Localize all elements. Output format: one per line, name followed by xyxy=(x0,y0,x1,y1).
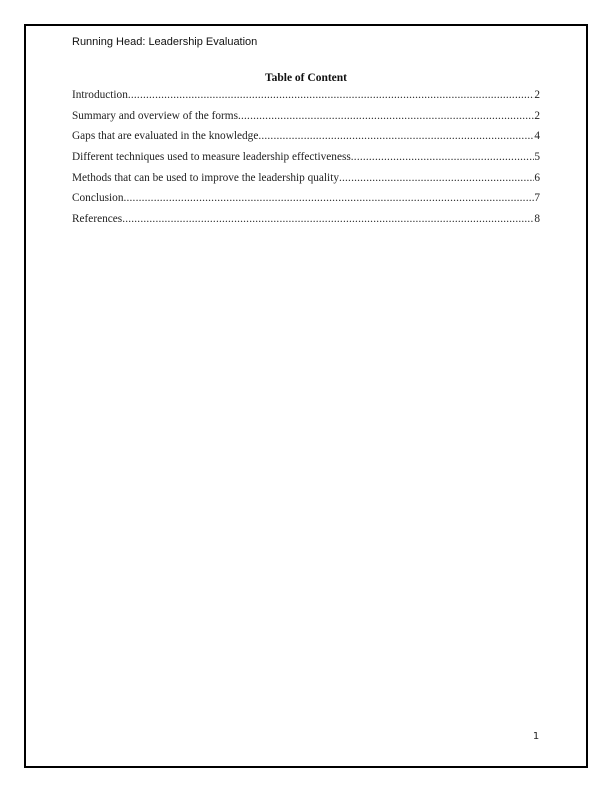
toc-entry-page: 4 xyxy=(534,130,540,143)
toc-entry-page: 6 xyxy=(534,171,540,184)
toc-entry-gaps[interactable] xyxy=(72,129,540,150)
toc-dot-leader xyxy=(258,129,534,143)
toc-entry-label: Methods that can be used to improve the leadership quality xyxy=(72,171,339,184)
toc-dot-leader xyxy=(351,150,535,164)
page-number: 1 xyxy=(532,731,540,742)
toc-entry-page: 2 xyxy=(534,109,540,122)
toc-entry-page: 7 xyxy=(534,192,540,205)
toc-entry-page: 5 xyxy=(534,151,540,164)
toc-entry-page: 8 xyxy=(534,213,540,226)
toc-entry-page: 2 xyxy=(534,89,540,101)
toc-entry-label: References xyxy=(72,213,123,226)
toc-entry-label: Summary and overview of the forms xyxy=(72,109,238,122)
toc-entry-label: Conclusion xyxy=(72,192,124,205)
toc-entry-label: Gaps that are evaluated in the knowledge xyxy=(72,130,259,143)
toc-entry-label: Introduction xyxy=(72,89,128,101)
running-head: Running Head: Leadership Evaluation xyxy=(72,36,258,48)
toc-dot-leader xyxy=(122,212,534,226)
toc-entry-methods[interactable] xyxy=(72,171,540,192)
toc-entry-techniques[interactable] xyxy=(72,150,540,171)
toc-dot-leader xyxy=(339,171,534,185)
toc-entry-introduction[interactable] xyxy=(72,88,540,109)
table-of-contents xyxy=(72,88,540,233)
toc-entry-references[interactable] xyxy=(72,212,540,233)
toc-entry-summary[interactable] xyxy=(72,109,540,130)
toc-dot-leader xyxy=(123,191,534,205)
toc-entry-conclusion[interactable] xyxy=(72,191,540,212)
toc-dot-leader xyxy=(128,88,534,102)
toc-title: Table of Content xyxy=(265,72,347,84)
toc-entry-label: Different techniques used to measure leadership effectiveness xyxy=(72,151,351,164)
toc-dot-leader xyxy=(238,109,534,123)
